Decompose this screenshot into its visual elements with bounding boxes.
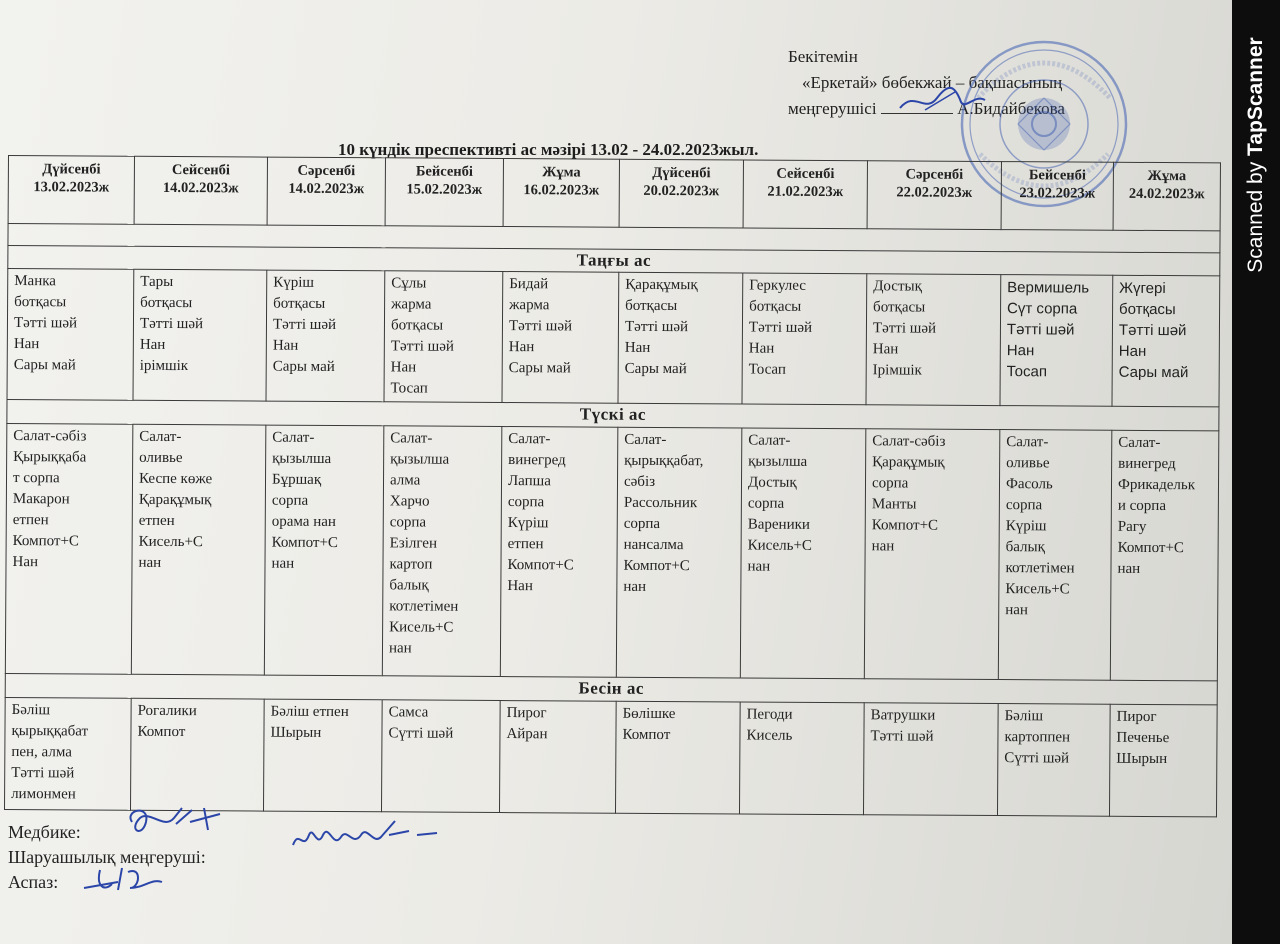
menu-item: Сары май: [624, 360, 687, 378]
day-header: [8, 156, 134, 225]
menu-item: қырыққабат: [11, 723, 89, 740]
menu-item: лимонмен: [11, 786, 76, 803]
menu-item: балық: [1005, 539, 1045, 556]
menu-item: Бидай: [509, 276, 549, 293]
lunch-row: [5, 423, 1219, 680]
day-date: 24.02.2023ж: [1128, 185, 1205, 203]
menu-item: т сорпа: [12, 470, 60, 487]
menu-item: Қарақұмық: [625, 276, 698, 294]
menu-item: Тәтті шәй: [139, 315, 204, 333]
menu-cell: [1112, 275, 1220, 407]
day-header: [267, 157, 385, 226]
menu-item: нан: [388, 640, 412, 657]
menu-item: Езілген: [389, 535, 438, 552]
menu-item: Самса: [388, 704, 429, 721]
day-name: Жұма: [1147, 167, 1187, 185]
menu-cell: [615, 701, 740, 814]
menu-item: Бәліш: [11, 702, 51, 719]
day-date: 16.02.2023ж: [523, 182, 600, 199]
menu-item: Салат-: [139, 428, 182, 446]
day-header: [385, 158, 503, 227]
menu-cell: [500, 427, 618, 678]
menu-item: жарма: [391, 296, 432, 313]
menu-item: Салат-: [272, 429, 315, 446]
menu-cell: [616, 427, 742, 678]
day-header: [743, 160, 867, 229]
menu-cell: [1110, 430, 1219, 681]
day-date: 15.02.2023ж: [406, 181, 483, 198]
menu-item: қызылша: [272, 450, 332, 467]
menu-cell: [742, 273, 867, 405]
menu-item: ірімшік: [139, 357, 189, 375]
cook-signature: [78, 858, 178, 900]
day-date: 22.02.2023ж: [896, 184, 973, 201]
menu-item: Бәліш етпен: [270, 703, 349, 721]
menu-item: Печенье: [1116, 729, 1170, 747]
menu-item: нан: [871, 538, 895, 555]
menu-item: қызылша: [390, 451, 450, 468]
menu-item: Нан: [272, 337, 299, 354]
menu-item: Тәтті шәй: [1118, 321, 1187, 340]
menu-item: винегред: [508, 452, 566, 469]
menu-item: Салат-: [1118, 434, 1161, 452]
menu-item: етпен: [12, 512, 49, 529]
menu-item: Күріш: [1005, 518, 1047, 535]
menu-item: Шырын: [1116, 750, 1168, 768]
scanner-watermark: [1244, 37, 1268, 272]
menu-item: Рагу: [1117, 518, 1147, 535]
scanner-watermark-bar: [1232, 0, 1280, 944]
menu-cell: [384, 271, 503, 403]
scanner-prefix: Scanned by: [1244, 155, 1267, 273]
scanner-brand: TapScanner: [1244, 37, 1267, 156]
menu-item: Бөлішке: [622, 705, 676, 723]
menu-item: картоппен: [1004, 729, 1071, 746]
day-date: 23.02.2023ж: [1019, 185, 1096, 202]
menu-item: орама нан: [271, 513, 336, 531]
day-date: 14.02.2023ж: [288, 180, 365, 198]
day-name: Сәрсенбі: [297, 162, 356, 180]
menu-item: Компот: [137, 723, 186, 741]
menu-item: оливье: [139, 449, 183, 467]
day-header: [1001, 162, 1113, 231]
menu-cell: [864, 429, 1000, 680]
day-header: [619, 159, 743, 228]
menu-item: Кисель+С: [747, 537, 813, 554]
menu-table: [4, 155, 1221, 817]
menu-item: Компот: [622, 726, 671, 744]
menu-item: Сүт сорпа: [1007, 300, 1078, 318]
menu-item: Шырын: [270, 724, 322, 741]
menu-item: Салат-сәбіз: [13, 428, 87, 445]
menu-item: Достық: [873, 278, 922, 295]
day-date: 13.02.2023ж: [33, 179, 110, 196]
menu-item: алма: [389, 472, 421, 489]
menu-item: ботқасы: [1119, 300, 1176, 319]
menu-item: ботқасы: [14, 294, 67, 311]
menu-cell: [266, 270, 385, 402]
day-name: Бейсенбі: [415, 163, 473, 180]
menu-item: ботқасы: [749, 298, 802, 315]
menu-item: Сары май: [1118, 363, 1189, 382]
menu-item: Тәтті шәй: [390, 338, 454, 355]
day-name: Дүйсенбі: [42, 161, 101, 178]
menu-item: Тәтті шәй: [272, 316, 337, 334]
menu-item: котлетімен: [389, 598, 459, 615]
snack-title: Бесін ас: [5, 673, 1217, 704]
menu-item: Достық: [747, 474, 797, 491]
menu-cell: [1000, 275, 1113, 407]
menu-cell: [502, 272, 619, 404]
day-header: [134, 156, 267, 225]
menu-item: Жүгері: [1119, 279, 1166, 298]
menu-item: Бәліш: [1004, 708, 1044, 725]
menu-item: Тәтті шәй: [748, 319, 813, 336]
day-name: Сәрсенбі: [905, 166, 964, 183]
menu-item: Нан: [1118, 342, 1147, 360]
day-date: 14.02.2023ж: [162, 179, 239, 197]
days-header-row: [8, 156, 1220, 231]
menu-cell: [998, 430, 1112, 681]
menu-cell: [1109, 704, 1217, 817]
menu-item: пен, алма: [11, 744, 72, 761]
menu-item: сорпа: [871, 475, 909, 492]
menu-item: ботқасы: [273, 295, 326, 312]
menu-cell: [264, 425, 384, 676]
nurse-label: Медбике:: [8, 822, 81, 842]
menu-cell: [740, 428, 866, 679]
menu-item: Тәтті шәй: [508, 318, 573, 335]
menu-item: винегред: [1118, 455, 1176, 473]
menu-cell: [263, 699, 382, 812]
menu-cell: [382, 426, 502, 677]
menu-item: Айран: [506, 726, 548, 743]
menu-item: жарма: [509, 297, 550, 314]
menu-item: Тосап: [748, 361, 787, 378]
menu-item: Салат-сәбіз: [872, 433, 946, 450]
menu-cell: [133, 269, 267, 401]
lunch-title: Түскі ас: [7, 399, 1219, 430]
day-header: [867, 161, 1001, 230]
menu-item: Сүтті шәй: [388, 725, 454, 742]
menu-item: и сорпа: [1117, 497, 1167, 515]
menu-item: сорпа: [623, 515, 661, 532]
menu-item: Кисель+С: [1005, 581, 1070, 598]
menu-item: Салат-: [1006, 434, 1049, 451]
day-name: Жұма: [542, 164, 581, 181]
day-header: [503, 159, 619, 228]
menu-item: Нан: [624, 339, 651, 356]
menu-item: ботқасы: [625, 297, 678, 315]
menu-item: Нан: [748, 340, 775, 357]
director-signature: [895, 80, 990, 120]
menu-item: нансалма: [623, 536, 684, 554]
menu-item: Компот+С: [12, 533, 80, 550]
menu-item: Күріш: [273, 274, 315, 291]
menu-item: сорпа: [1005, 497, 1043, 514]
menu-item: Нан: [1006, 342, 1035, 360]
menu-item: Сүтті шәй: [1004, 750, 1070, 767]
approval-line-2: «Еркетай» бөбекжай – бақшасының: [802, 73, 1063, 92]
menu-item: нан: [271, 555, 295, 572]
menu-item: Харчо: [389, 493, 430, 510]
menu-cell: [863, 703, 998, 816]
menu-cell: [739, 702, 864, 815]
menu-item: сорпа: [389, 514, 427, 531]
breakfast-title: Таңғы ас: [8, 246, 1220, 276]
menu-item: Кисель+С: [389, 619, 454, 636]
menu-item: Тәтті шәй: [624, 318, 689, 336]
day-name: Дүйсенбі: [652, 164, 711, 182]
menu-item: нан: [623, 578, 647, 595]
menu-item: Лапша: [507, 473, 551, 490]
menu-item: Манка: [14, 273, 57, 290]
menu-item: Кеспе көже: [138, 470, 213, 488]
menu-item: Сары май: [508, 360, 571, 377]
menu-item: Тосап: [390, 380, 428, 397]
menu-item: Вермишель: [1007, 279, 1090, 297]
menu-item: Салат-: [624, 431, 667, 449]
menu-item: Нан: [872, 341, 899, 358]
menu-item: Фасоль: [1005, 476, 1053, 493]
page-title: 10 күндік преспективті ас мәзірі 13.02 - 24.02.2023жыл.: [338, 140, 759, 159]
manager-label: Шаруашылық меңгеруші:: [8, 847, 206, 867]
menu-item: котлетімен: [1005, 560, 1075, 577]
menu-item: Бұршақ: [271, 471, 322, 488]
day-name: Сейсенбі: [171, 162, 231, 179]
menu-item: Нан: [508, 339, 535, 356]
menu-item: Пирог: [506, 705, 547, 722]
menu-item: нан: [138, 554, 162, 571]
menu-cell: [997, 704, 1110, 817]
menu-item: Кисель+С: [138, 533, 204, 551]
menu-item: Нан: [139, 336, 166, 353]
menu-item: қырыққабат,: [624, 452, 704, 470]
approval-name: А.Бидайбекова: [957, 99, 1065, 118]
menu-item: сорпа: [747, 495, 785, 512]
menu-item: Пегоди: [746, 706, 793, 723]
menu-item: Салат-: [390, 430, 433, 447]
menu-item: Қырыққаба: [13, 449, 87, 466]
menu-item: Тәтті шәй: [870, 728, 934, 745]
menu-item: балық: [389, 577, 429, 594]
day-name: Сейсенбі: [776, 165, 835, 183]
menu-cell: [131, 424, 266, 675]
menu-item: Манты: [871, 496, 917, 513]
cook-label: Аспаз:: [8, 872, 59, 892]
menu-item: Күріш: [507, 515, 549, 532]
menu-item: ботқасы: [390, 317, 444, 334]
menu-item: Нан: [12, 554, 39, 571]
day-date: 20.02.2023ж: [643, 182, 720, 200]
day-header: [1113, 162, 1220, 231]
menu-item: Ірімшік: [872, 362, 922, 379]
menu-item: Қарақұмық: [872, 454, 945, 471]
menu-item: Кисель: [746, 727, 793, 744]
snack-row: [5, 697, 1218, 816]
menu-cell: [5, 423, 133, 674]
menu-item: нан: [1005, 602, 1029, 619]
menu-item: Компот+С: [623, 557, 690, 575]
menu-item: Вареники: [747, 516, 811, 533]
menu-item: нан: [1117, 560, 1141, 577]
menu-item: Салат-: [508, 431, 551, 448]
menu-item: Тәтті шәй: [13, 315, 78, 332]
menu-cell: [618, 272, 743, 404]
menu-item: Макарон: [12, 491, 70, 508]
menu-item: Рассольник: [623, 494, 698, 512]
menu-item: Тәтті шәй: [11, 765, 75, 782]
menu-item: Сары май: [272, 358, 335, 376]
menu-item: оливье: [1006, 455, 1050, 472]
menu-item: Нан: [507, 578, 533, 595]
menu-item: ботқасы: [140, 294, 193, 312]
approval-position: меңгерушісі: [788, 99, 877, 118]
manager-signature: [285, 815, 445, 860]
menu-item: етпен: [138, 512, 175, 530]
menu-item: Сұлы: [391, 275, 427, 292]
day-date: 21.02.2023ж: [767, 183, 844, 201]
menu-item: Фрикадельк: [1117, 476, 1196, 494]
menu-cell: [130, 698, 264, 811]
menu-item: сорпа: [507, 494, 545, 511]
menu-item: Сары май: [13, 357, 76, 374]
approval-line-1: Бекітемін: [788, 47, 858, 66]
day-name: Бейсенбі: [1028, 167, 1086, 184]
menu-item: сәбіз: [623, 473, 656, 490]
nurse-signature: [120, 800, 235, 845]
menu-cell: [7, 269, 134, 401]
menu-item: Рогалики: [137, 702, 197, 720]
menu-item: Геркулес: [749, 277, 807, 294]
menu-item: сорпа: [271, 492, 309, 509]
menu-item: қызылша: [748, 453, 808, 470]
menu-item: Тәтті шәй: [872, 320, 937, 337]
menu-cell: [5, 697, 132, 810]
menu-cell: [866, 274, 1001, 406]
breakfast-row: [7, 269, 1220, 407]
menu-item: Пирог: [1116, 708, 1157, 726]
menu-item: картоп: [389, 556, 433, 573]
menu-item: Компот+С: [507, 557, 574, 574]
menu-item: Нан: [13, 336, 40, 353]
menu-item: Салат-: [748, 432, 791, 449]
menu-item: Компот+С: [871, 517, 939, 534]
menu-item: етпен: [507, 536, 544, 553]
menu-item: Ватрушки: [870, 707, 936, 724]
menu-cell: [499, 701, 616, 814]
menu-item: Тәтті шәй: [1006, 321, 1075, 339]
menu-item: Тосап: [1006, 363, 1048, 381]
menu-item: Компот+С: [1117, 539, 1184, 557]
menu-cell: [381, 700, 500, 813]
menu-item: Тары: [140, 273, 174, 291]
menu-item: ботқасы: [873, 299, 926, 316]
menu-item: Компот+С: [271, 534, 339, 552]
menu-item: Қарақұмық: [138, 491, 212, 509]
menu-item: нан: [747, 558, 771, 575]
menu-item: Нан: [390, 359, 417, 376]
